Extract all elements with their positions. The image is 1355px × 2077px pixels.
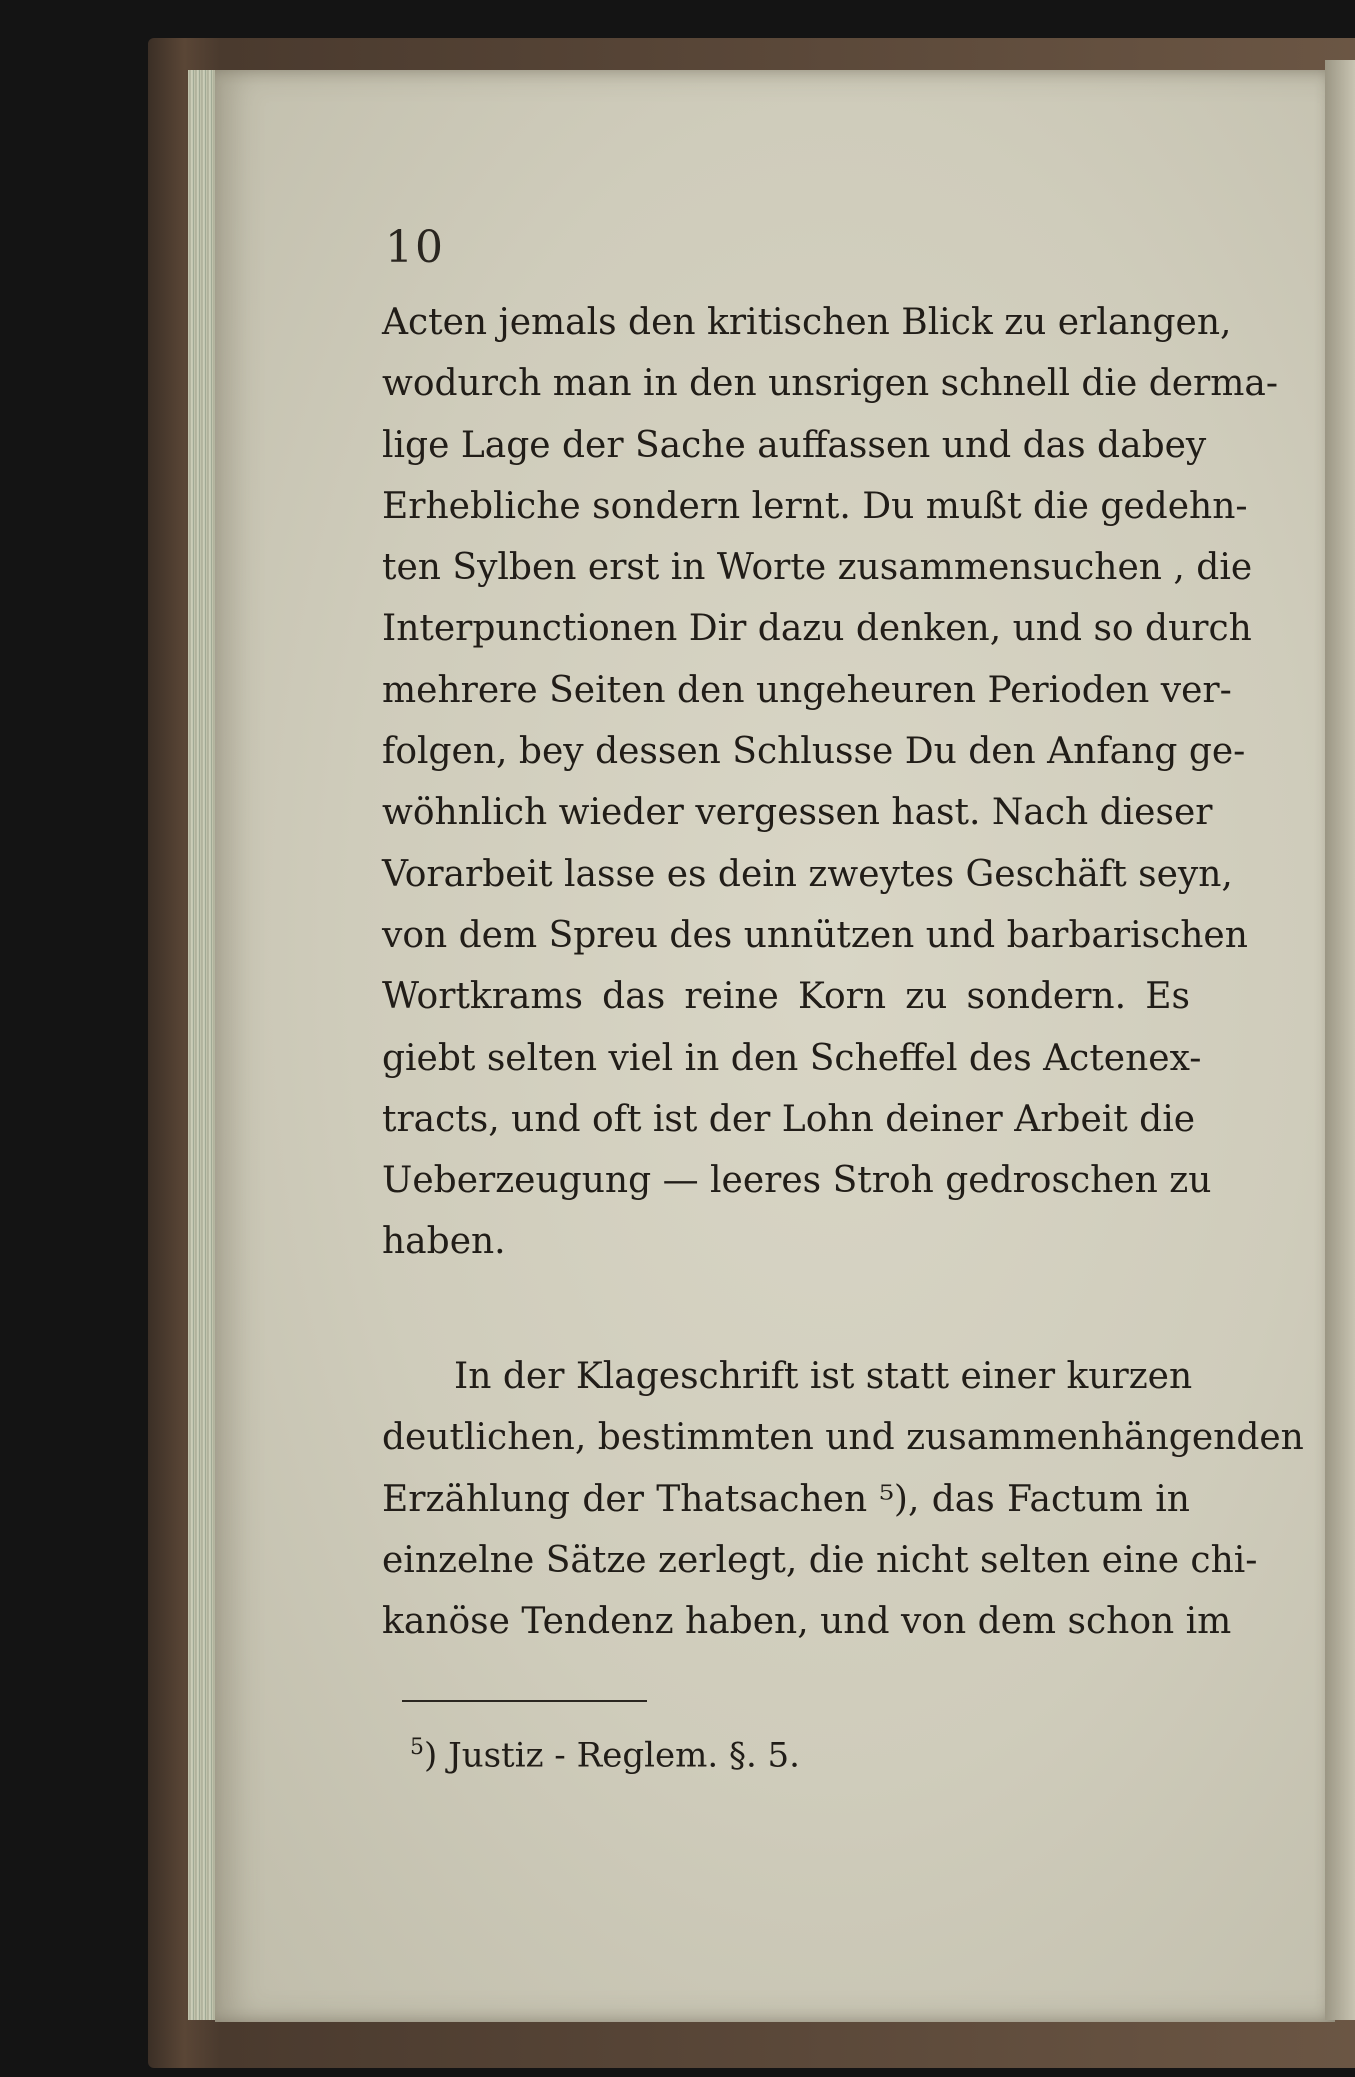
text-line: Erhebliche sondern lernt. Du mußt die gedehn- xyxy=(382,485,1248,527)
text-line: von dem Spreu des unnützen und barbarischen xyxy=(382,914,1248,956)
text-line: haben. xyxy=(382,1221,506,1263)
text-line: tracts, und oft ist der Lohn deiner Arbeit die xyxy=(382,1098,1196,1140)
text-line: ten Sylben erst in Worte zusammensuchen , die xyxy=(382,547,1253,589)
text-line: giebt selten viel in den Scheffel des Actenex- xyxy=(382,1037,1202,1079)
paragraph-2 xyxy=(382,1346,1304,1652)
text-line: Vorarbeit lasse es dein zweytes Geschäft seyn, xyxy=(382,853,1233,895)
text-line: lige Lage der Sache auffassen und das dabey xyxy=(382,424,1207,466)
text-line: deutlichen, bestimmten und zusammenhängenden xyxy=(382,1417,1304,1459)
text-line: Wortkrams das reine Korn zu sondern. Es xyxy=(382,976,1190,1018)
page-number: 10 xyxy=(385,222,445,273)
text-line: Erzählung der Thatsachen ⁵), das Factum in xyxy=(382,1478,1190,1520)
text-line: wöhnlich wieder vergessen hast. Nach dieser xyxy=(382,792,1213,834)
footnote-rule xyxy=(402,1700,647,1702)
footnote xyxy=(410,1735,800,1775)
paragraph-1 xyxy=(382,292,1279,1273)
text-line: Interpunctionen Dir dazu denken, und so durch xyxy=(382,608,1252,650)
text-line: wodurch man in den unsrigen schnell die derma- xyxy=(382,363,1279,405)
text-line: folgen, bey dessen Schlusse Du den Anfang ge- xyxy=(382,731,1246,773)
facing-page-edge xyxy=(1325,60,1355,2020)
text-line: einzelne Sätze zerlegt, die nicht selten eine chi- xyxy=(382,1539,1258,1581)
footnote-marker: 5 xyxy=(410,1735,424,1760)
footnote-text: ) Justiz - Reglem. §. 5. xyxy=(424,1735,800,1776)
text-line: kanöse Tendenz haben, und von dem schon im xyxy=(382,1601,1232,1643)
text-line: Ueberzeugung — leeres Stroh gedroschen zu xyxy=(382,1160,1212,1202)
text-line: Acten jemals den kritischen Blick zu erlangen, xyxy=(382,302,1232,343)
text-line: In der Klageschrift ist statt einer kurzen xyxy=(454,1356,1193,1397)
text-line: mehrere Seiten den ungeheuren Perioden ver- xyxy=(382,669,1232,711)
